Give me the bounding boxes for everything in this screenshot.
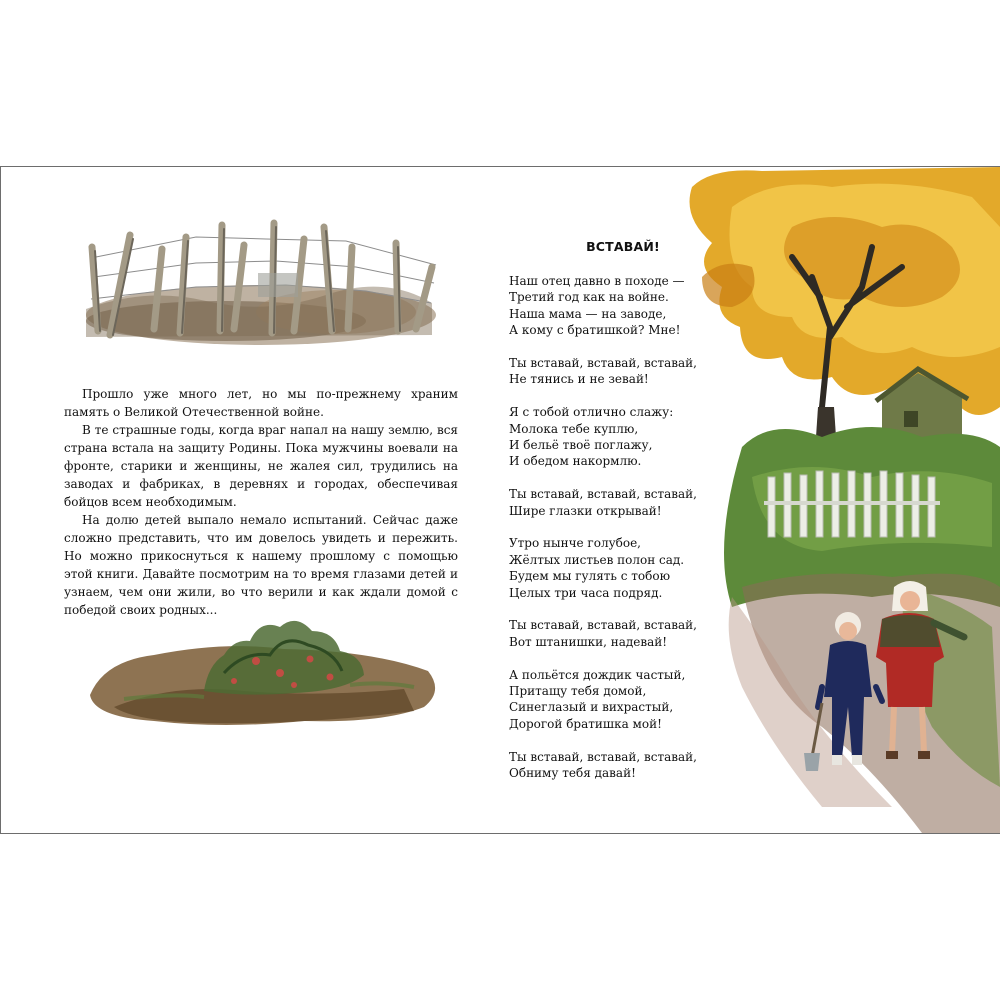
poem-line: Молока тебе куплю, xyxy=(509,421,639,436)
poem-line: Ты вставай, вставай, вставай, xyxy=(509,487,697,502)
poem-line: Будем мы гулять с тобою xyxy=(509,569,671,584)
intro-paragraph-3: На долю детей выпало немало испытаний. Сейчас даже сложно представить, что им довелось увидеть и пережить. Но можно прикоснуться к нашему прошлому с помощью этой книги. Давайте посмотрим на то время глазами детей и узнаем, чем они жили, во что верили и как ждали домой с победой своих родных... xyxy=(64,513,458,617)
poem-line: И бельё твоё поглажу, xyxy=(509,438,653,453)
intro-paragraph-1: Прошло уже много лет, но мы по-прежнему храним память о Великой Отечественной войне. xyxy=(64,387,458,419)
poem-line: Утро нынче голубое, xyxy=(509,536,641,551)
poem-line: И обедом накормлю. xyxy=(509,454,642,469)
poem-line: Третий год как на войне. xyxy=(509,290,669,305)
poem-line: Целых три часа подряд. xyxy=(509,585,663,600)
fence-illustration xyxy=(76,217,442,347)
poem-line: Я с тобой отлично слажу: xyxy=(509,405,674,420)
bush-illustration xyxy=(84,611,444,731)
poem-line: А польётся дождик частый, xyxy=(509,667,686,682)
poem-line: Не тянись и не зевай! xyxy=(509,372,649,387)
poem-line: Синеглазый и вихрастый, xyxy=(509,700,674,715)
poem-line: Наш отец давно в походе — xyxy=(509,274,685,288)
poem-title: ВСТАВАЙ! xyxy=(586,239,660,254)
intro-paragraph-2: В те страшные годы, когда враг напал на нашу землю, вся страна встала на защиту Родины. Пока мужчины воевали на фронте, старики и женщины, не жалея сил, трудились на заводах и фабриках, в деревнях и городах, обеспечивая бойцов всем необходимым. xyxy=(64,423,458,509)
intro-text xyxy=(64,385,458,619)
poem-line: Ты вставай, вставай, вставай, xyxy=(509,618,697,633)
poem-line: Ты вставай, вставай, вставай, xyxy=(509,749,697,764)
children-illustration xyxy=(672,167,1000,833)
book-spread xyxy=(0,166,1000,834)
poem-line: Ты вставай, вставай, вставай, xyxy=(509,356,697,371)
poem-line: Наша мама — на заводе, xyxy=(509,306,667,321)
poem-line: Вот штанишки, надевай! xyxy=(509,634,668,649)
poem-line: Дорогой братишка мой! xyxy=(509,716,662,731)
poem-line: А кому с братишкой? Мне! xyxy=(509,323,681,338)
poem-line: Жёлтых листьев полон сад. xyxy=(509,552,685,567)
poem-line: Обниму тебя давай! xyxy=(509,766,636,781)
poem-line: Притащу тебя домой, xyxy=(509,684,647,699)
poem-line: Шире глазки открывай! xyxy=(509,503,662,518)
